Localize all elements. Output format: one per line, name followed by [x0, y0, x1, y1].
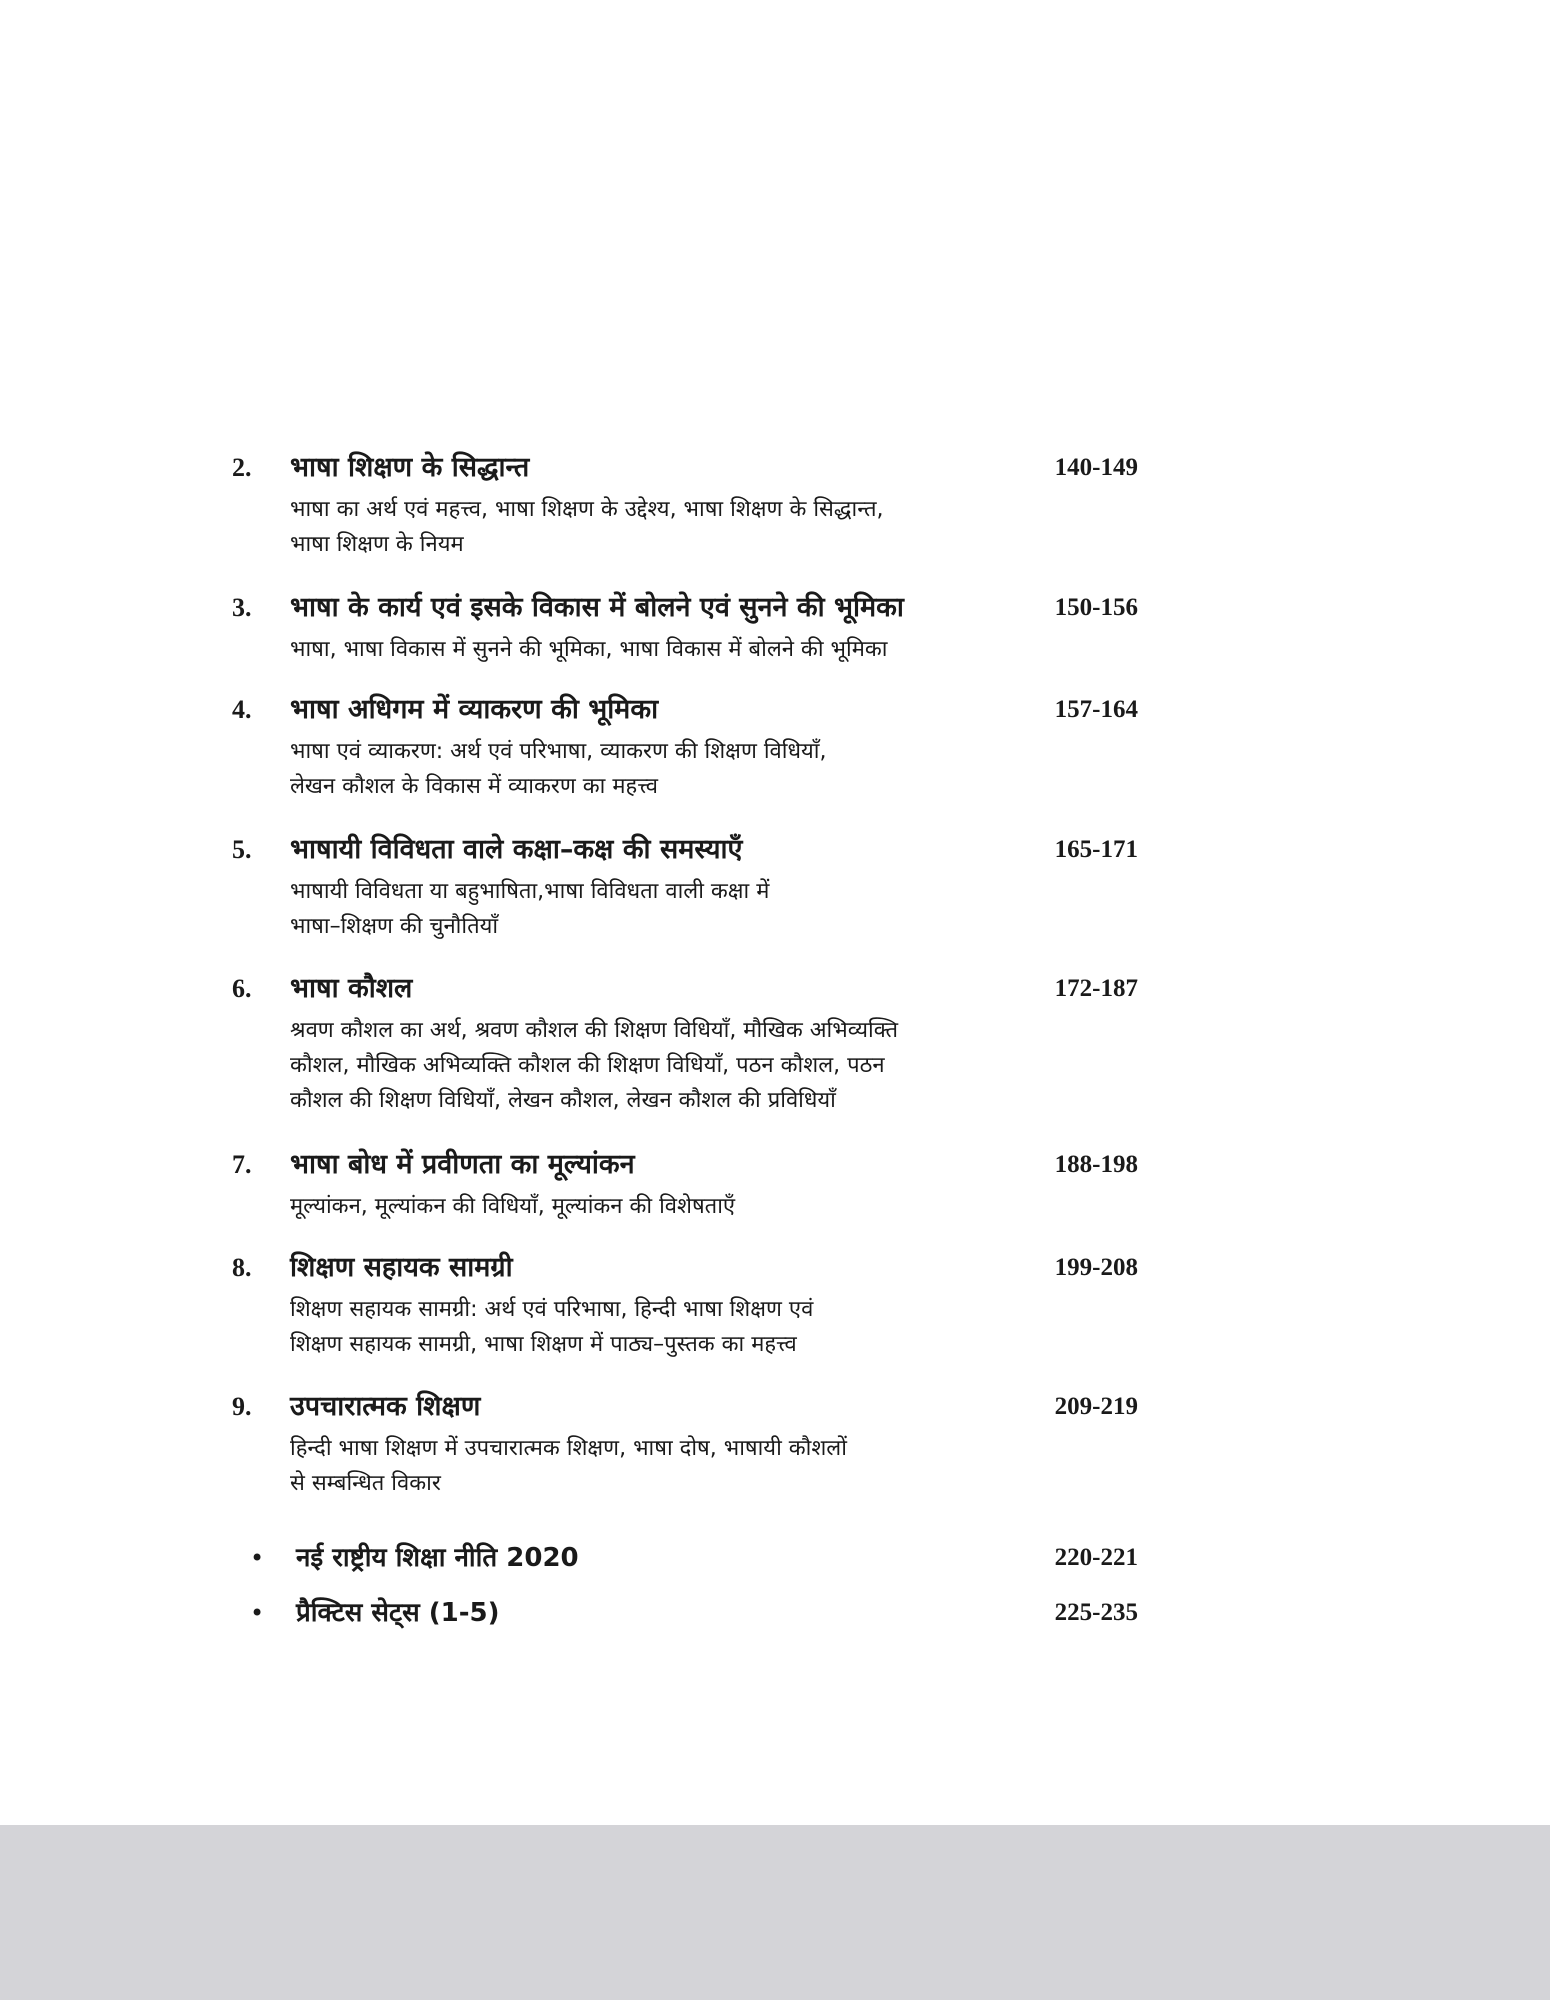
description-line: लेखन कौशल के विकास में व्याकरण का महत्त्व [290, 774, 658, 799]
entry-number: 7. [232, 1150, 252, 1179]
entry-pages: 209-219 [1054, 1393, 1138, 1420]
entry-title: भाषायी विविधता वाले कक्षा–कक्ष की समस्याएँ [290, 834, 743, 865]
entry-title: भाषा के कार्य एवं इसके विकास में बोलने एवं सुनने की भूमिका [290, 592, 904, 623]
extra-pages: 220-221 [1054, 1544, 1138, 1571]
entry-title: उपचारात्मक शिक्षण [290, 1391, 481, 1422]
entry-pages: 188-198 [1054, 1151, 1138, 1178]
extra-pages: 225-235 [1054, 1599, 1138, 1626]
entry-description [290, 874, 1050, 944]
bullet-icon: • [250, 1544, 265, 1572]
entry-description [290, 632, 1050, 667]
entry-pages: 157-164 [1054, 696, 1138, 723]
entry-description [290, 734, 1050, 804]
description-line: से सम्बन्धित विकार [290, 1471, 441, 1496]
description-line: भाषा, भाषा विकास में सुनने की भूमिका, भाषा विकास में बोलने की भूमिका [290, 637, 888, 662]
entry-title: भाषा शिक्षण के सिद्धान्त [290, 452, 530, 483]
entry-description [290, 1431, 1050, 1501]
entry-number: 6. [232, 974, 252, 1003]
entry-description [290, 1292, 1050, 1362]
description-line: कौशल की शिक्षण विधियाँ, लेखन कौशल, लेखन कौशल की प्रविधियाँ [290, 1088, 836, 1113]
entry-number: 4. [232, 695, 252, 724]
footer-band [0, 1825, 1550, 2000]
entry-description [290, 1013, 1050, 1118]
entry-title: भाषा अधिगम में व्याकरण की भूमिका [290, 694, 659, 725]
entry-pages: 199-208 [1054, 1254, 1138, 1281]
bullet-icon: • [250, 1599, 265, 1627]
description-line: भाषा का अर्थ एवं महत्त्व, भाषा शिक्षण के उद्देश्य, भाषा शिक्षण के सिद्धान्त, [290, 497, 884, 522]
description-line: कौशल, मौखिक अभिव्यक्ति कौशल की शिक्षण विधियाँ, पठन कौशल, पठन [290, 1053, 885, 1078]
entry-number: 2. [232, 453, 252, 482]
description-line: भाषा–शिक्षण की चुनौतियाँ [290, 914, 499, 939]
entry-number: 5. [232, 835, 252, 864]
entry-number: 8. [232, 1253, 252, 1282]
entry-title: भाषा बोध में प्रवीणता का मूल्यांकन [290, 1149, 635, 1180]
entry-number: 3. [232, 593, 252, 622]
entry-description [290, 1189, 1050, 1224]
extra-title: नई राष्ट्रीय शिक्षा नीति 2020 [296, 1543, 579, 1573]
entry-pages: 165-171 [1054, 836, 1138, 863]
description-line: शिक्षण सहायक सामग्री: अर्थ एवं परिभाषा, हिन्दी भाषा शिक्षण एवं [290, 1297, 814, 1322]
description-line: भाषायी विविधता या बहुभाषिता,भाषा विविधता वाली कक्षा में [290, 879, 770, 904]
entry-number: 9. [232, 1392, 252, 1421]
extra-title: प्रैक्टिस सेट्स (1-5) [296, 1598, 500, 1628]
entry-description [290, 492, 1050, 562]
entry-title: भाषा कौशल [290, 973, 413, 1004]
entry-pages: 150-156 [1054, 594, 1138, 621]
description-line: हिन्दी भाषा शिक्षण में उपचारात्मक शिक्षण, भाषा दोष, भाषायी कौशलों [290, 1436, 847, 1461]
entry-title: शिक्षण सहायक सामग्री [290, 1252, 513, 1283]
entry-pages: 172-187 [1054, 975, 1138, 1002]
entry-pages: 140-149 [1054, 454, 1138, 481]
description-line: श्रवण कौशल का अर्थ, श्रवण कौशल की शिक्षण विधियाँ, मौखिक अभिव्यक्ति [290, 1018, 899, 1043]
description-line: भाषा शिक्षण के नियम [290, 532, 464, 557]
description-line: शिक्षण सहायक सामग्री, भाषा शिक्षण में पाठ्य–पुस्तक का महत्त्व [290, 1332, 797, 1357]
description-line: मूल्यांकन, मूल्यांकन की विधियाँ, मूल्यांकन की विशेषताएँ [290, 1194, 736, 1219]
description-line: भाषा एवं व्याकरण: अर्थ एवं परिभाषा, व्याकरण की शिक्षण विधियाँ, [290, 739, 827, 764]
